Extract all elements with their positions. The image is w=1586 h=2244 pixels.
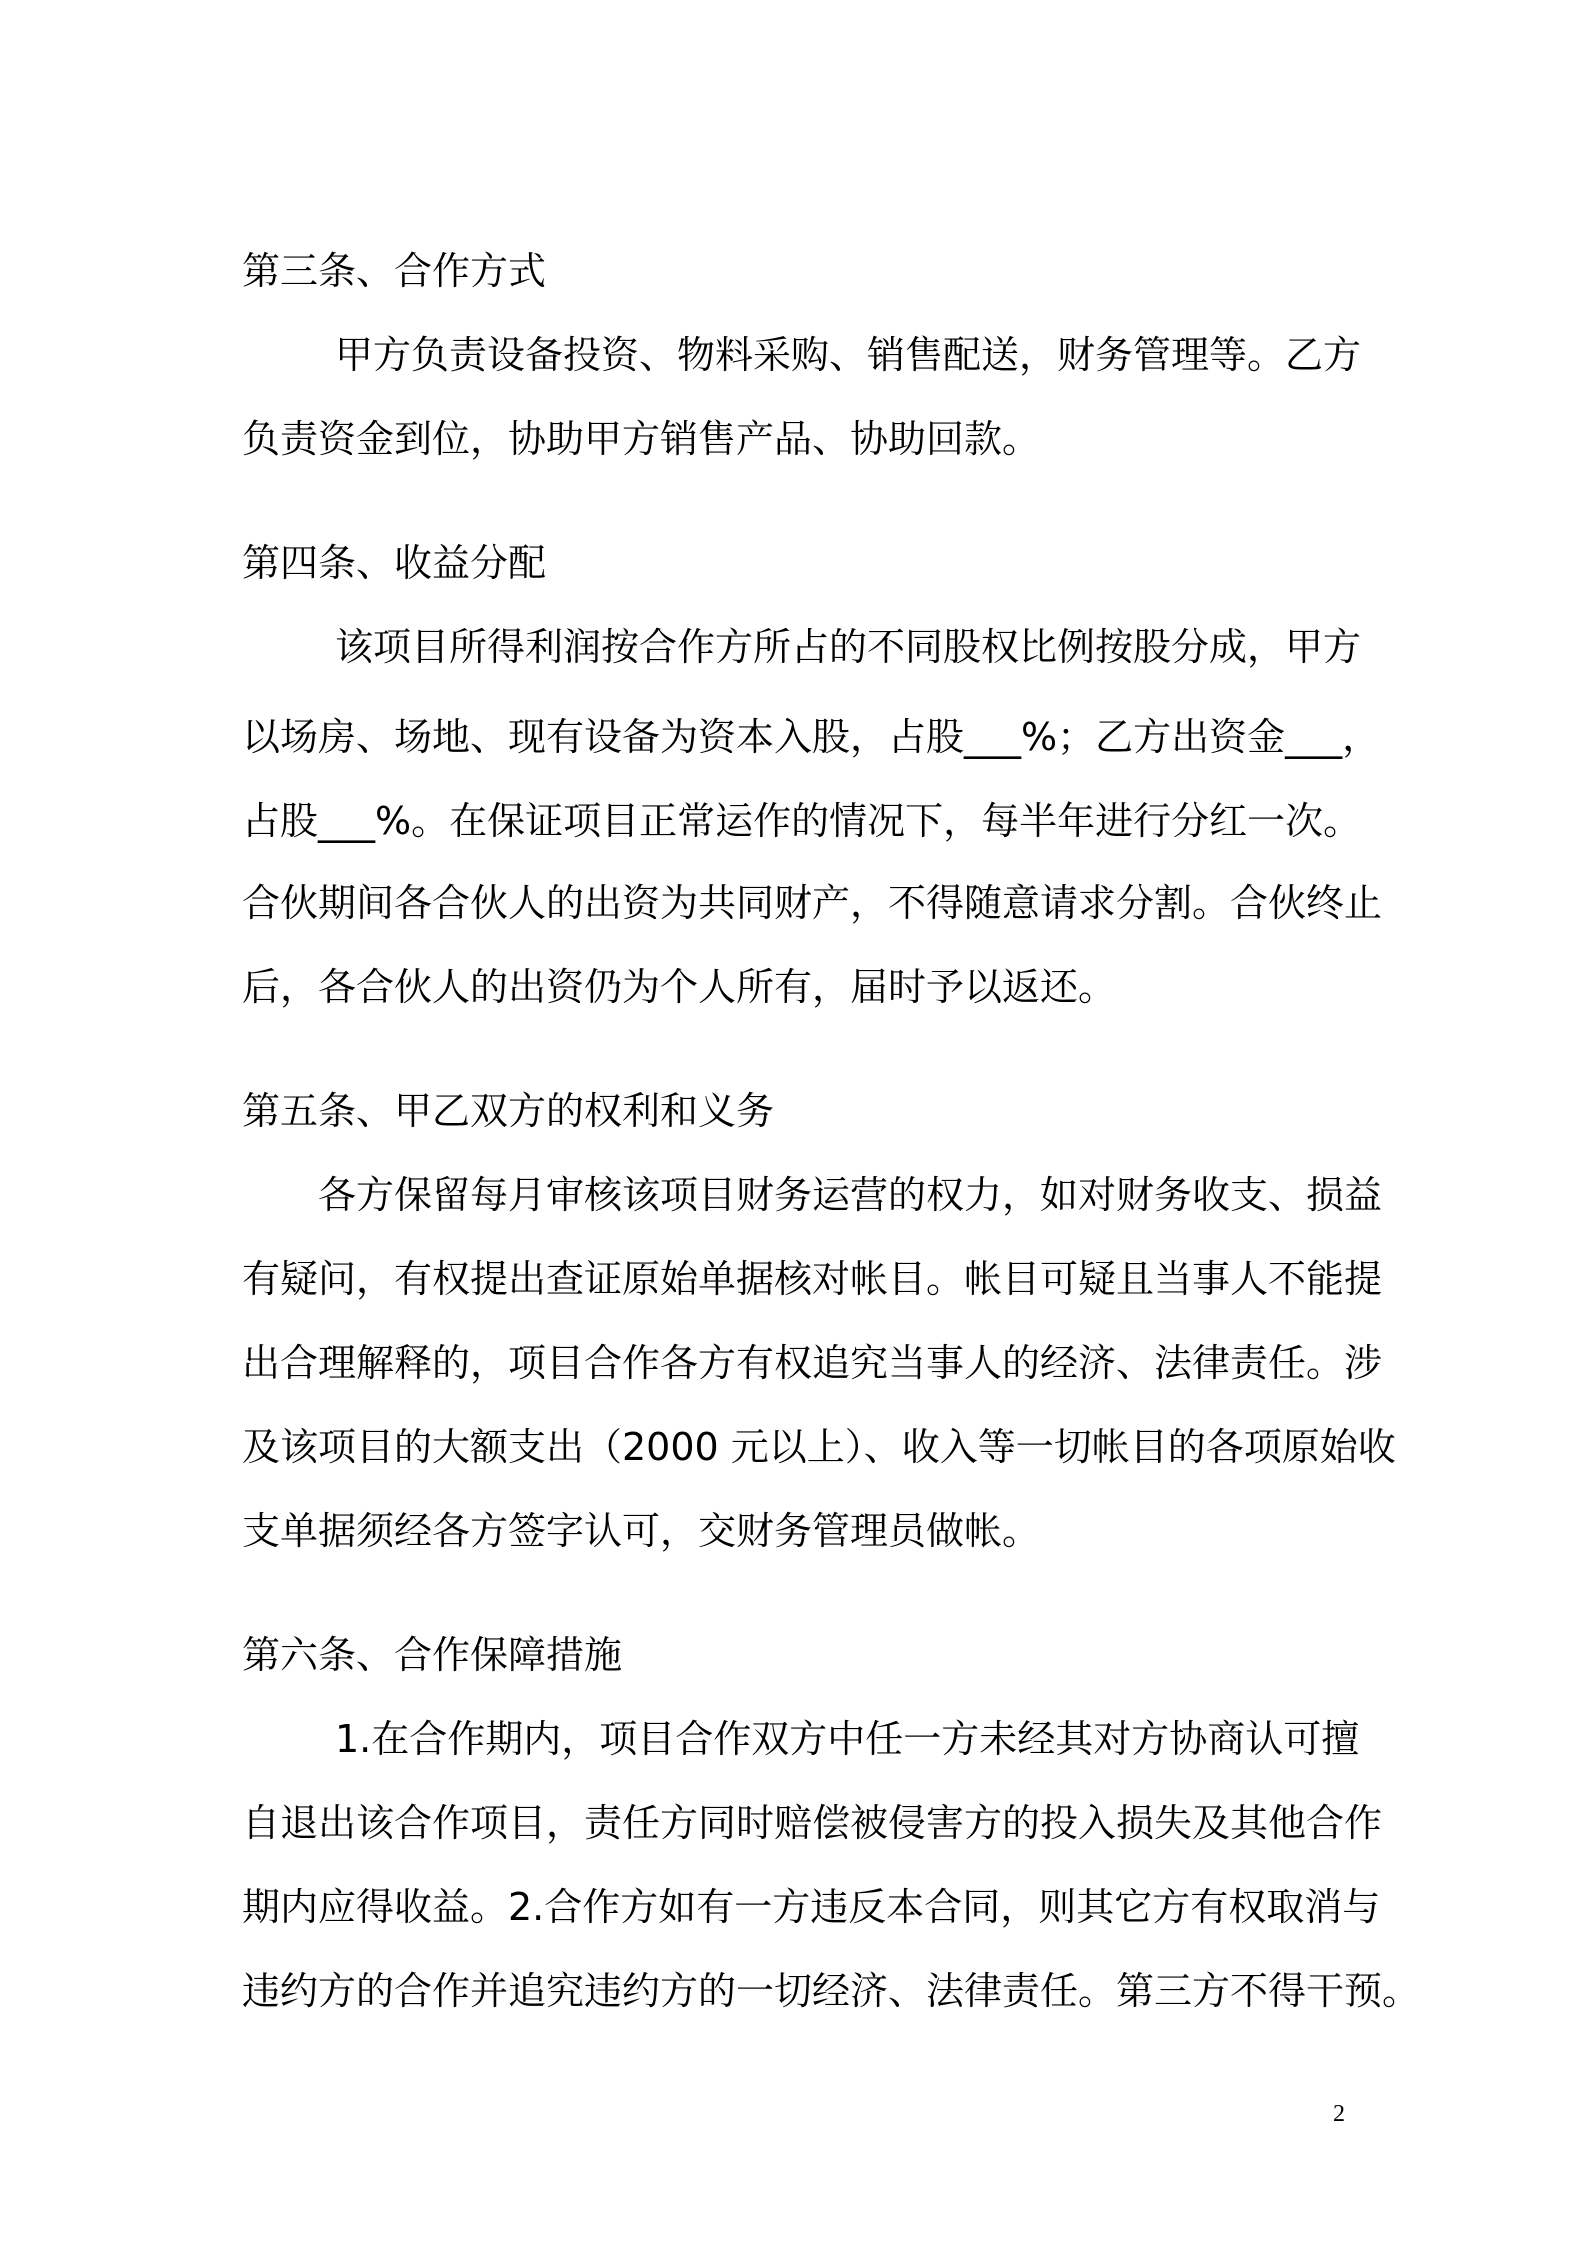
section-5-line-5: 支单据须经各方签字认可，交财务管理员做帐。 — [242, 1509, 1041, 1553]
section-3-line-1: 甲方负责设备投资、物料采购、销售配送，财务管理等。乙方 — [335, 333, 1362, 377]
section-6-line-3: 期内应得收益。2.合作方如有一方违反本合同，则其它方有权取消与 — [242, 1885, 1381, 1929]
section-5-line-4: 及该项目的大额支出（2000 元以上）、收入等一切帐目的各项原始收 — [242, 1425, 1396, 1469]
section-6-line-1: 1.在合作期内，项目合作双方中任一方未经其对方协商认可擅 — [335, 1717, 1360, 1761]
page-number: 2 — [1333, 2101, 1345, 2127]
section-6-line-2: 自退出该合作项目，责任方同时赔偿被侵害方的投入损失及其他合作 — [242, 1801, 1383, 1845]
section-4-line-3: 占股___%。在保证项目正常运作的情况下，每半年进行分红一次。 — [242, 799, 1362, 843]
section-6-heading: 第六条、合作保障措施 — [242, 1633, 623, 1677]
section-4-line-5: 后，各合伙人的出资仍为个人所有，届时予以返还。 — [242, 965, 1117, 1009]
section-3-heading: 第三条、合作方式 — [242, 249, 547, 293]
section-5-heading: 第五条、甲乙双方的权利和义务 — [242, 1089, 775, 1133]
section-6-line-4: 违约方的合作并追究违约方的一切经济、法律责任。第三方不得干预。 — [242, 1969, 1421, 2013]
section-3-line-2: 负责资金到位，协助甲方销售产品、协助回款。 — [242, 417, 1041, 461]
section-4-heading: 第四条、收益分配 — [242, 541, 547, 585]
section-4-line-2: 以场房、场地、现有设备为资本入股，占股___%；乙方出资金___， — [242, 715, 1381, 759]
section-4-line-1: 该项目所得利润按合作方所占的不同股权比例按股分成，甲方 — [335, 625, 1362, 669]
section-5-line-3: 出合理解释的，项目合作各方有权追究当事人的经济、法律责任。涉 — [242, 1341, 1383, 1385]
section-5-line-1: 各方保留每月审核该项目财务运营的权力，如对财务收支、损益 — [318, 1173, 1383, 1217]
section-4-line-4: 合伙期间各合伙人的出资为共同财产，不得随意请求分割。合伙终止 — [242, 881, 1383, 925]
section-5-line-2: 有疑问，有权提出查证原始单据核对帐目。帐目可疑且当事人不能提 — [242, 1257, 1383, 1301]
